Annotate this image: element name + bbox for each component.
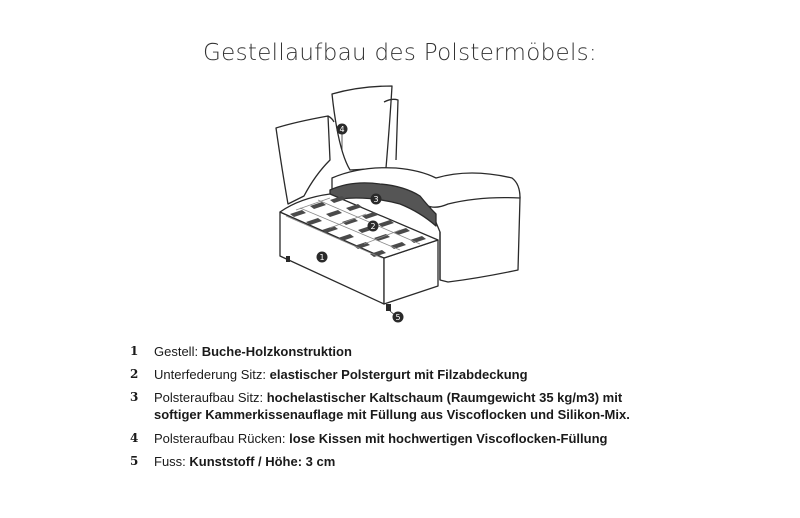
legend-number: 4 [130, 431, 139, 445]
legend-value: Buche-Holzkonstruktion [201, 344, 352, 359]
legend-number: 3 [130, 390, 139, 404]
legend [130, 343, 770, 476]
legend-item [130, 366, 770, 383]
legend-item [130, 430, 770, 447]
legend-label: Polsteraufbau Sitz: [154, 390, 267, 405]
legend-item [130, 343, 770, 360]
legend-value: lose Kissen mit hochwertigen Viscoflocken-Füllung [289, 431, 608, 446]
foot-front [386, 304, 391, 311]
callout-label: 2 [370, 222, 376, 231]
legend-item [130, 453, 770, 470]
callout-label: 5 [395, 313, 401, 322]
callout-label: 3 [373, 195, 379, 204]
legend-label: Fuss: [154, 454, 190, 469]
callout-label: 4 [339, 125, 345, 134]
callout-label: 1 [319, 253, 325, 262]
legend-value-continued: softiger Kammerkissenauflage mit Füllung aus Viscoflocken und Silikon-Mix. [154, 407, 630, 422]
page-title: Gestellaufbau des Polstermöbels: [203, 40, 597, 66]
legend-number: 1 [130, 344, 139, 358]
callout-2 [368, 221, 379, 232]
legend-label: Polsteraufbau Rücken: [154, 431, 290, 446]
callout-4 [337, 124, 348, 135]
legend-item [130, 389, 770, 423]
legend-label: Gestell: [154, 344, 202, 359]
callout-5 [393, 312, 404, 323]
legend-value: hochelastischer Kaltschaum (Raumgewicht 35 kg/m3) mit [266, 390, 623, 405]
legend-label: Unterfederung Sitz: [154, 367, 270, 382]
foot-left [286, 256, 290, 262]
legend-value: Kunststoff / Höhe: 3 cm [189, 454, 336, 469]
callout-1 [317, 252, 328, 263]
legend-value: elastischer Polstergurt mit Filzabdeckung [269, 367, 528, 382]
callout-3 [371, 194, 382, 205]
left-back-cushion [276, 116, 330, 204]
legend-number: 5 [130, 454, 139, 468]
legend-number: 2 [130, 367, 139, 381]
